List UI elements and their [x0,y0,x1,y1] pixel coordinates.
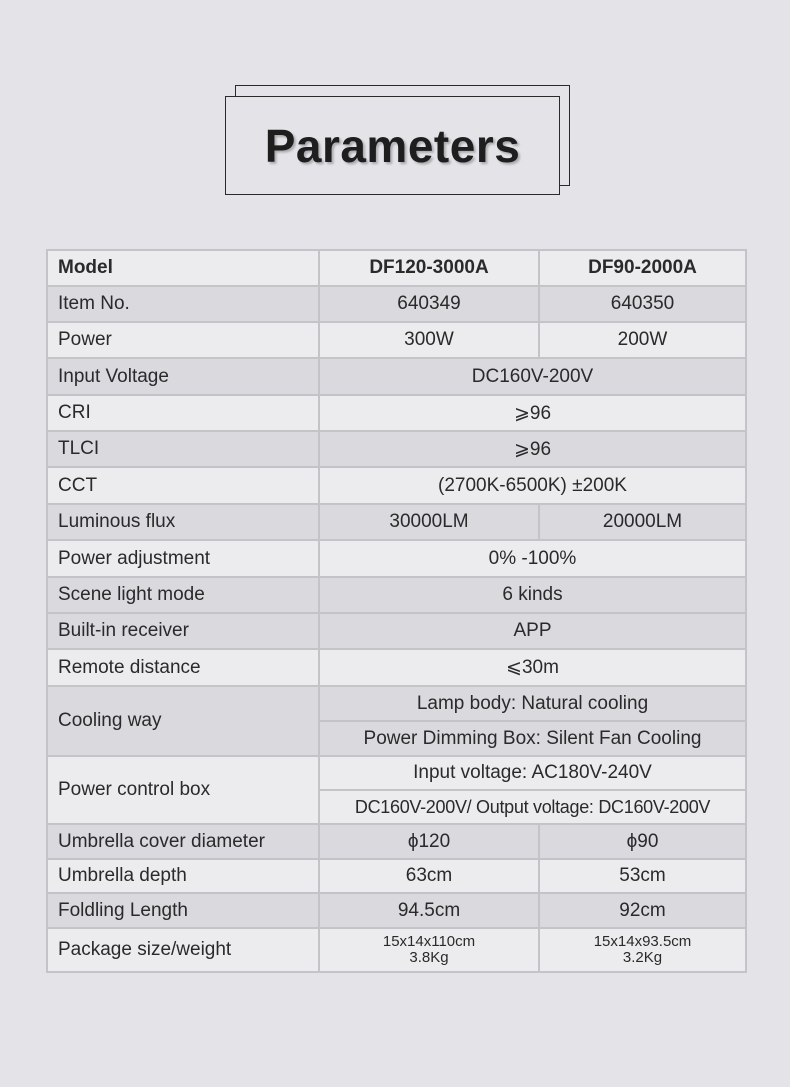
cell-value: 640350 [539,286,746,322]
table-row [47,395,746,431]
row-label: Luminous flux [47,504,319,540]
table-row [47,358,746,395]
table-row [47,893,746,928]
row-label: Package size/weight [47,928,319,972]
row-label: Remote distance [47,649,319,686]
cell-value: ϕ120 [319,824,539,859]
cell-value: Lamp body: Natural cooling [319,686,746,721]
table-row [47,286,746,322]
row-label: CRI [47,395,319,431]
table-row [47,613,746,649]
table-row [47,322,746,358]
cell-value: DC160V-200V [319,358,746,395]
row-label: Input Voltage [47,358,319,395]
header-model-df90: DF90-2000A [539,250,746,286]
cell-value: ⩾96 [319,431,746,467]
cell-value: (2700K-6500K) ±200K [319,467,746,504]
cell-value: 200W [539,322,746,358]
row-label: Built-in receiver [47,613,319,649]
row-label: CCT [47,467,319,504]
row-label: Cooling way [47,686,319,756]
table-row [47,649,746,686]
cell-value: 30000LM [319,504,539,540]
cell-value: ⩽30m [319,649,746,686]
cell-value: ϕ90 [539,824,746,859]
row-label: Umbrella depth [47,859,319,893]
cell-value: DC160V-200V/ Output voltage: DC160V-200V [319,790,746,824]
table-row [47,824,746,859]
row-label: Foldling Length [47,893,319,928]
table-row [47,756,746,790]
table-row [47,431,746,467]
cell-value: 0% -100% [319,540,746,577]
cell-value: Input voltage: AC180V-240V [319,756,746,790]
cell-value: 300W [319,322,539,358]
table-row [47,540,746,577]
table-row [47,686,746,721]
cell-value: APP [319,613,746,649]
header-model-label: Model [47,250,319,286]
title-block [0,0,790,230]
cell-value: ⩾96 [319,395,746,431]
cell-value: 63cm [319,859,539,893]
row-label: Power adjustment [47,540,319,577]
package-weight: 3.2Kg [622,949,663,966]
row-label: TLCI [47,431,319,467]
parameters-table [46,249,747,973]
row-label: Umbrella cover diameter [47,824,319,859]
table-row [47,859,746,893]
row-label: Scene light mode [47,577,319,613]
cell-value: 640349 [319,286,539,322]
row-label: Item No. [47,286,319,322]
cell-value: 20000LM [539,504,746,540]
page-title: Parameters [264,119,521,172]
cell-value: Power Dimming Box: Silent Fan Cooling [319,721,746,756]
row-label: Power [47,322,319,358]
table-row [47,467,746,504]
cell-value [319,928,539,972]
header-model-df120: DF120-3000A [319,250,539,286]
package-size: 15x14x93.5cm [593,933,692,950]
cell-value: 6 kinds [319,577,746,613]
cell-value: 92cm [539,893,746,928]
package-size: 15x14x110cm [382,933,476,950]
cell-value [539,928,746,972]
row-label: Power control box [47,756,319,824]
table-row [47,504,746,540]
cell-value: 94.5cm [319,893,539,928]
cell-value: 53cm [539,859,746,893]
table-header-row [47,250,746,286]
table-row [47,928,746,972]
table-row [47,577,746,613]
package-weight: 3.8Kg [409,949,449,966]
